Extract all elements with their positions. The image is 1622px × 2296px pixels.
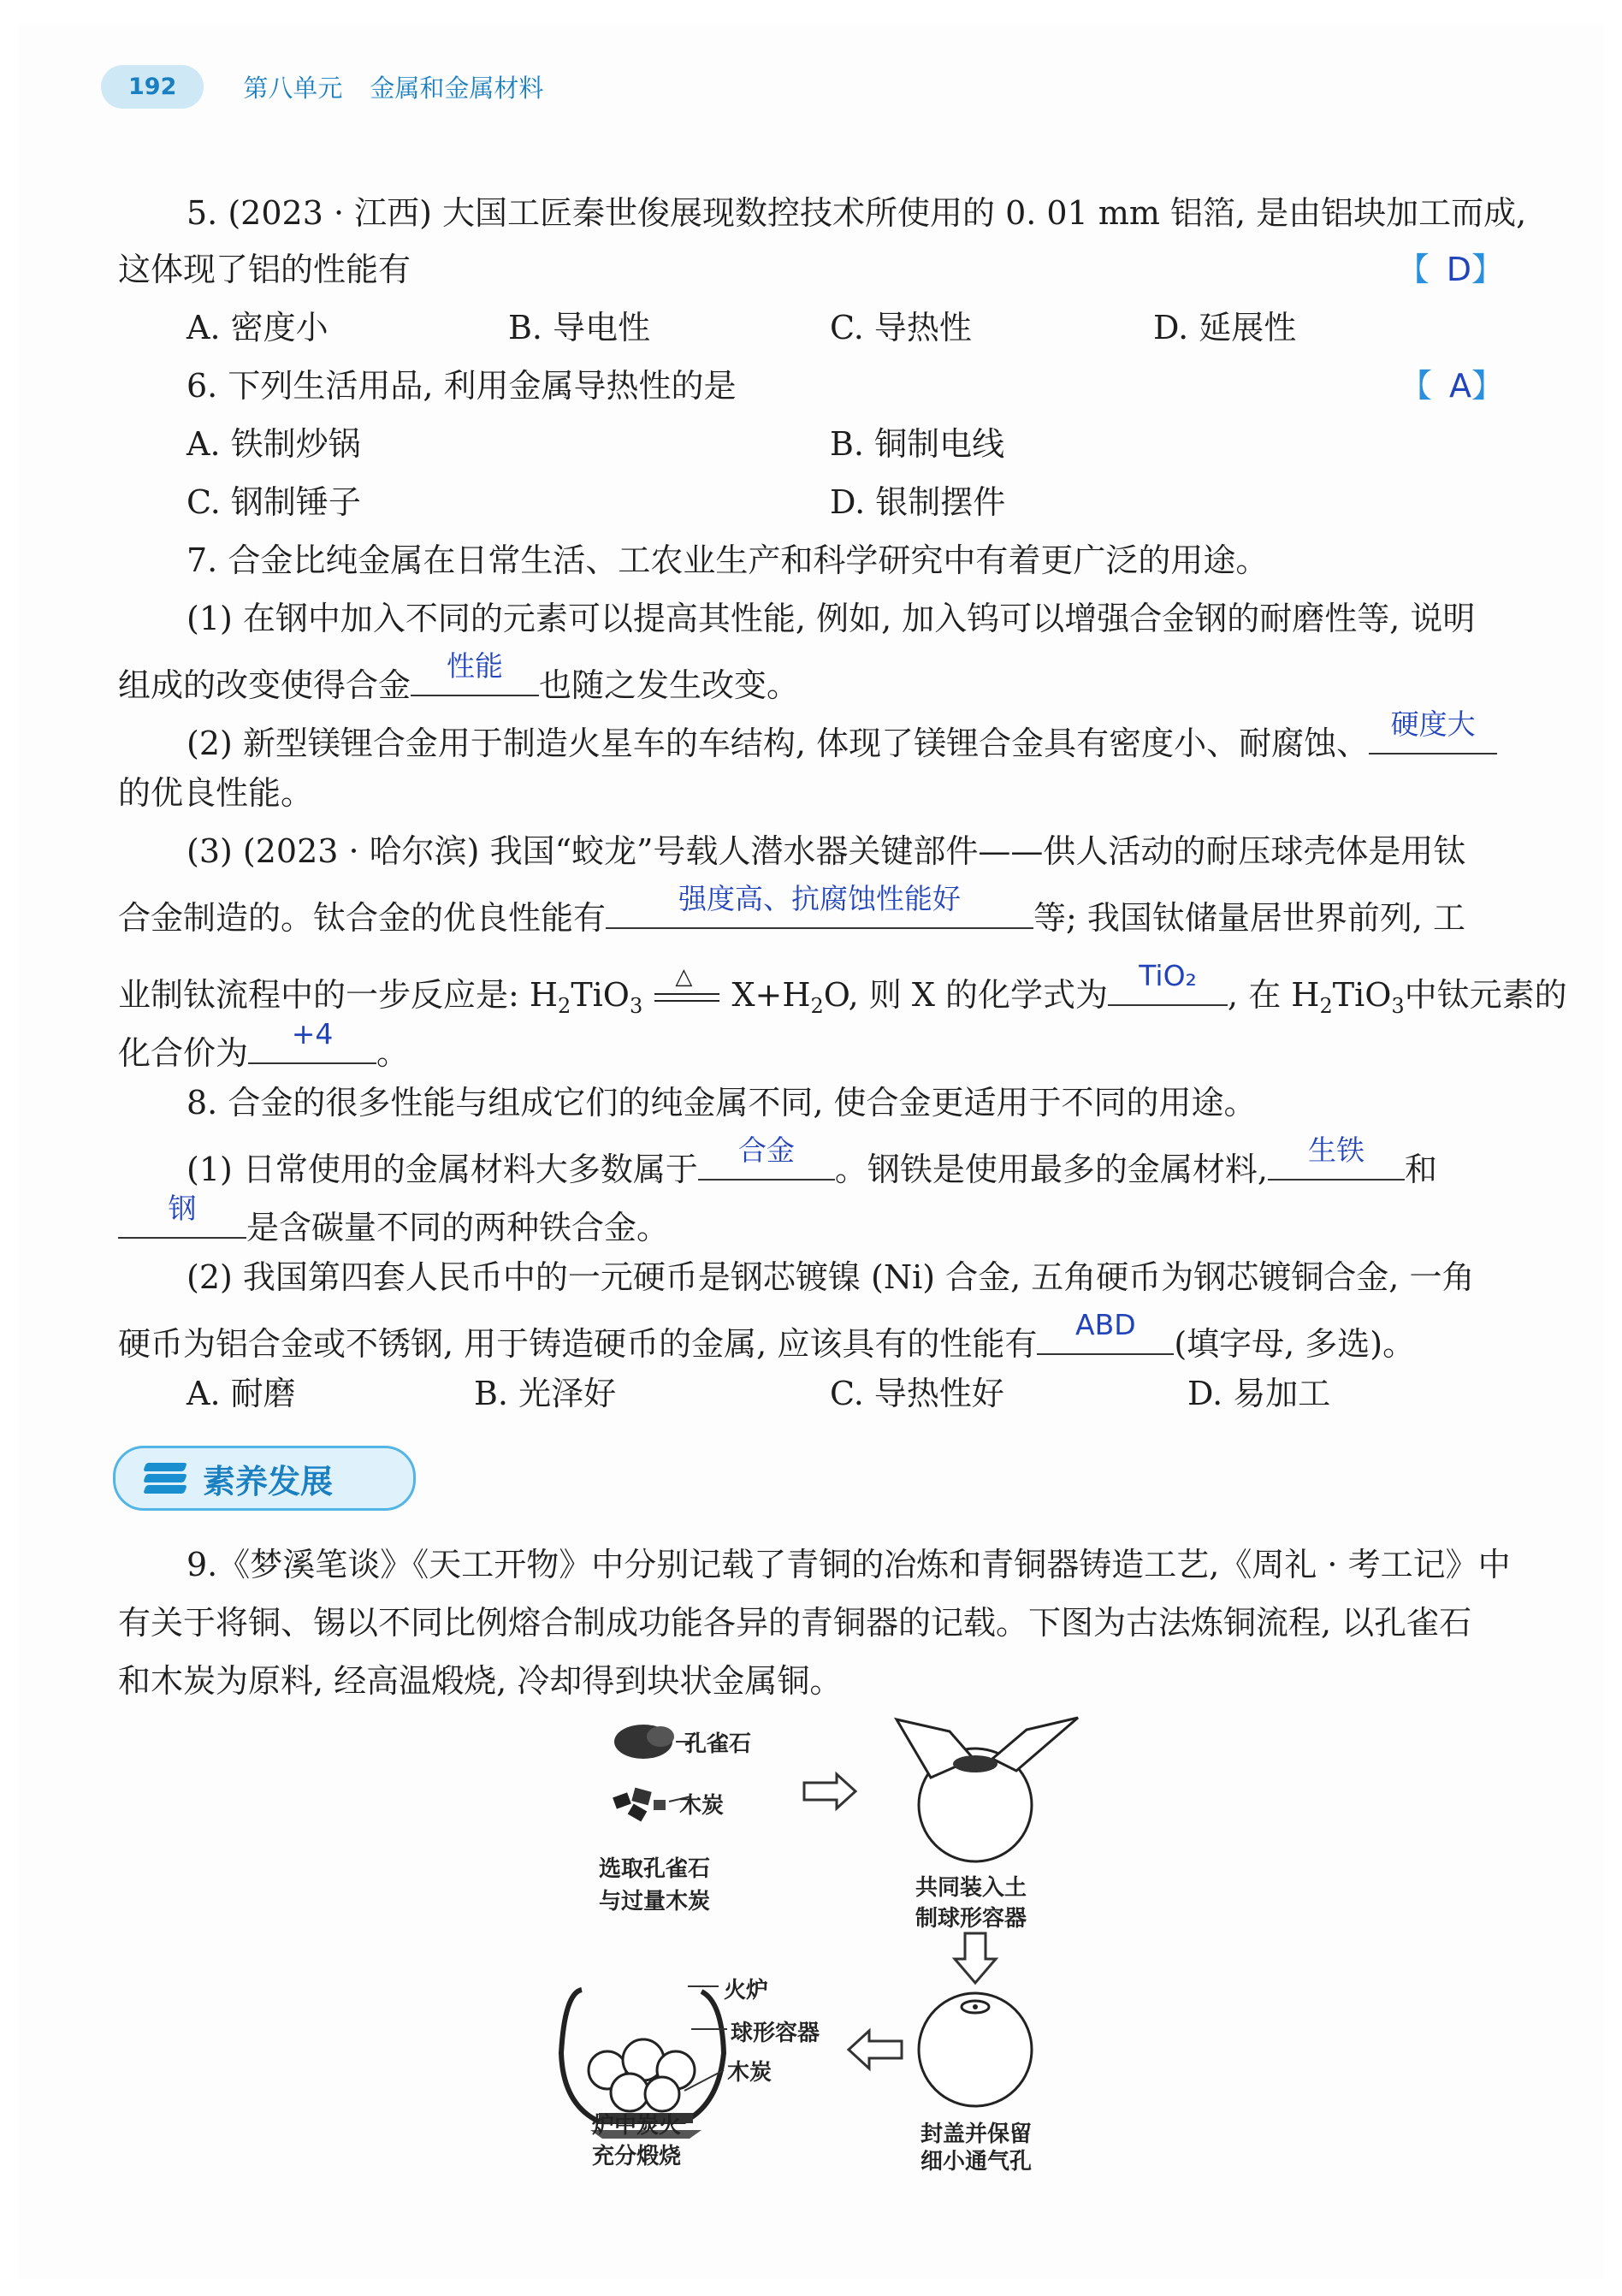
q8-blank-4[interactable]: ABD [1037, 1314, 1174, 1355]
section-title: 素养发展 [203, 1462, 334, 1500]
q7-p3-reaction: 业制钛流程中的一步反应是: $H_2TiO_3$ △ $X+H_2O$, 则 X 的化学式为 TiO₂ , 在 $H_2TiO_3$中钛元素的 [118, 959, 1567, 1018]
label-step2-a: 共同装入土 [915, 1875, 1027, 1901]
q9-line2: 有关于将铜、锡以不同比例熔合制成功能各异的青铜器的记载。下图为古法炼铜流程, 以孔雀石 [118, 1604, 1472, 1642]
label-step4-a: 炉中炭火 [592, 2113, 682, 2139]
q6-stem: 6. 下列生活用品, 利用金属导热性的是 [186, 367, 737, 405]
label-charcoal: 木炭 [679, 1793, 725, 1819]
page-header [101, 56, 543, 116]
q6-option-b: B. 铜制电线 [830, 425, 1005, 463]
q5-option-d: D. 延展性 [1153, 309, 1297, 346]
label-step2-b: 制球形容器 [915, 1906, 1027, 1932]
charcoal-icon [613, 1788, 666, 1822]
q7-blank-1[interactable]: 性能 [411, 655, 539, 696]
q7-p2-b: 的优良性能。 [118, 774, 314, 812]
q9-line3: 和木炭为原料, 经高温煅烧, 冷却得到块状金属铜。 [118, 1662, 843, 1700]
label-step1-b: 与过量木炭 [599, 1889, 711, 1914]
q8-p1-a: (1) 日常使用的金属材料大多数属于 合金 。钢铁是使用最多的金属材料, 生铁 和 [186, 1133, 1438, 1188]
q6-option-c: C. 钢制锤子 [186, 483, 361, 521]
unit-title: 第八单元 金属和金属材料 [243, 73, 544, 103]
arrow-left-icon [849, 2031, 902, 2068]
books-icon [145, 1461, 187, 1495]
label-charcoal-2: 木炭 [727, 2060, 773, 2086]
section-banner [113, 1446, 416, 1511]
q7-blank-2[interactable]: 硬度大 [1369, 713, 1497, 754]
q7-blank-3[interactable]: 强度高、抗腐蚀性能好 [606, 888, 1033, 929]
q7-blank-5[interactable]: +4 [248, 1023, 376, 1064]
q8-p2-b: 硬币为铝合金或不锈钢, 用于铸造硬币的金属, 应该具有的性能有 ABD (填字母, 多选)。 [118, 1308, 1416, 1363]
label-container: 球形容器 [731, 2021, 820, 2046]
q9-line1: 9.《梦溪笔谈》《天工开物》中分别记载了青铜的冶炼和青铜器铸造工艺,《周礼 · 考工记》中 [186, 1546, 1511, 1583]
q8-option-c: C. 导热性好 [830, 1375, 1004, 1412]
q5-line1: 5. (2023 · 江西) 大国工匠秦世俊展现数控技术所使用的 0. 01 mm 铝箔, 是由铝块加工而成, [186, 194, 1527, 232]
page-number: 192 [101, 65, 204, 109]
q5-answer: 【D】 [1396, 251, 1521, 288]
label-step1-a: 选取孔雀石 [599, 1856, 711, 1882]
q8-option-d: D. 易加工 [1187, 1375, 1331, 1412]
q7-p3-valence: 化合价为 +4 。 [118, 1017, 410, 1072]
label-step3-b: 细小通气孔 [921, 2149, 1033, 2175]
label-furnace: 火炉 [724, 1978, 769, 2003]
q7-p1-a: (1) 在钢中加入不同的元素可以提高其性能, 例如, 加入钨可以增强合金钢的耐磨性等, 说明 [186, 600, 1476, 637]
arrow-down-icon [955, 1933, 996, 1983]
q6-option-d: D. 银制摆件 [830, 483, 1006, 521]
process-diagram-svg [548, 1711, 1112, 2173]
q7-stem: 7. 合金比纯金属在日常生活、工农业生产和科学研究中有着更广泛的用途。 [186, 541, 1269, 579]
sealed-sphere-icon [919, 1993, 1032, 2106]
q7-blank-4[interactable]: TiO₂ [1108, 965, 1228, 1006]
process-diagram [548, 1711, 1112, 2173]
label-step3-a: 封盖并保留 [921, 2121, 1033, 2147]
label-step4-b: 充分煅烧 [592, 2144, 682, 2169]
q8-blank-2[interactable]: 生铁 [1268, 1139, 1405, 1181]
q7-p2-a: (2) 新型镁锂合金用于制造火星车的车结构, 体现了镁锂合金具有密度小、耐腐蚀、 硬度大 [186, 713, 1497, 756]
q8-option-b: B. 光泽好 [474, 1375, 617, 1412]
heat-arrow: △ [653, 981, 721, 1015]
q5-line2: 这体现了铝的性能有 [118, 251, 411, 288]
malachite-icon [614, 1725, 674, 1759]
q8-p2-a: (2) 我国第四套人民币中的一元硬币是钢芯镀镍 (Ni) 合金, 五角硬币为钢芯镀铜合金, 一角 [186, 1258, 1475, 1296]
q7-p1-b: 组成的改变使得合金 性能 也随之发生改变。 [118, 649, 800, 704]
q5-option-a: A. 密度小 [186, 309, 329, 346]
q8-blank-1[interactable]: 合金 [698, 1139, 835, 1181]
q6-answer: 【A】 [1399, 367, 1521, 405]
q7-p3-b: 合金制造的。钛合金的优良性能有 强度高、抗腐蚀性能好 等; 我国钛储量居世界前列, 工 [118, 882, 1466, 937]
q7-p3-a: (3) (2023 · 哈尔滨) 我国“蛟龙”号载人潜水器关键部件——供人活动的耐压球壳体是用钛 [186, 832, 1466, 870]
q5-option-c: C. 导热性 [830, 309, 972, 346]
clay-sphere-filling-icon [897, 1718, 1078, 1861]
q5-option-b: B. 导电性 [508, 309, 651, 346]
q8-p1-b: 钢 是含碳量不同的两种铁合金。 [118, 1198, 669, 1240]
q8-blank-3[interactable]: 钢 [118, 1198, 246, 1239]
label-malachite: 孔雀石 [684, 1731, 752, 1757]
q8-stem: 8. 合金的很多性能与组成它们的纯金属不同, 使合金更适用于不同的用途。 [186, 1084, 1257, 1121]
arrow-right-icon [804, 1774, 855, 1808]
q8-option-a: A. 耐磨 [186, 1375, 296, 1412]
q6-option-a: A. 铁制炒锅 [186, 425, 361, 463]
